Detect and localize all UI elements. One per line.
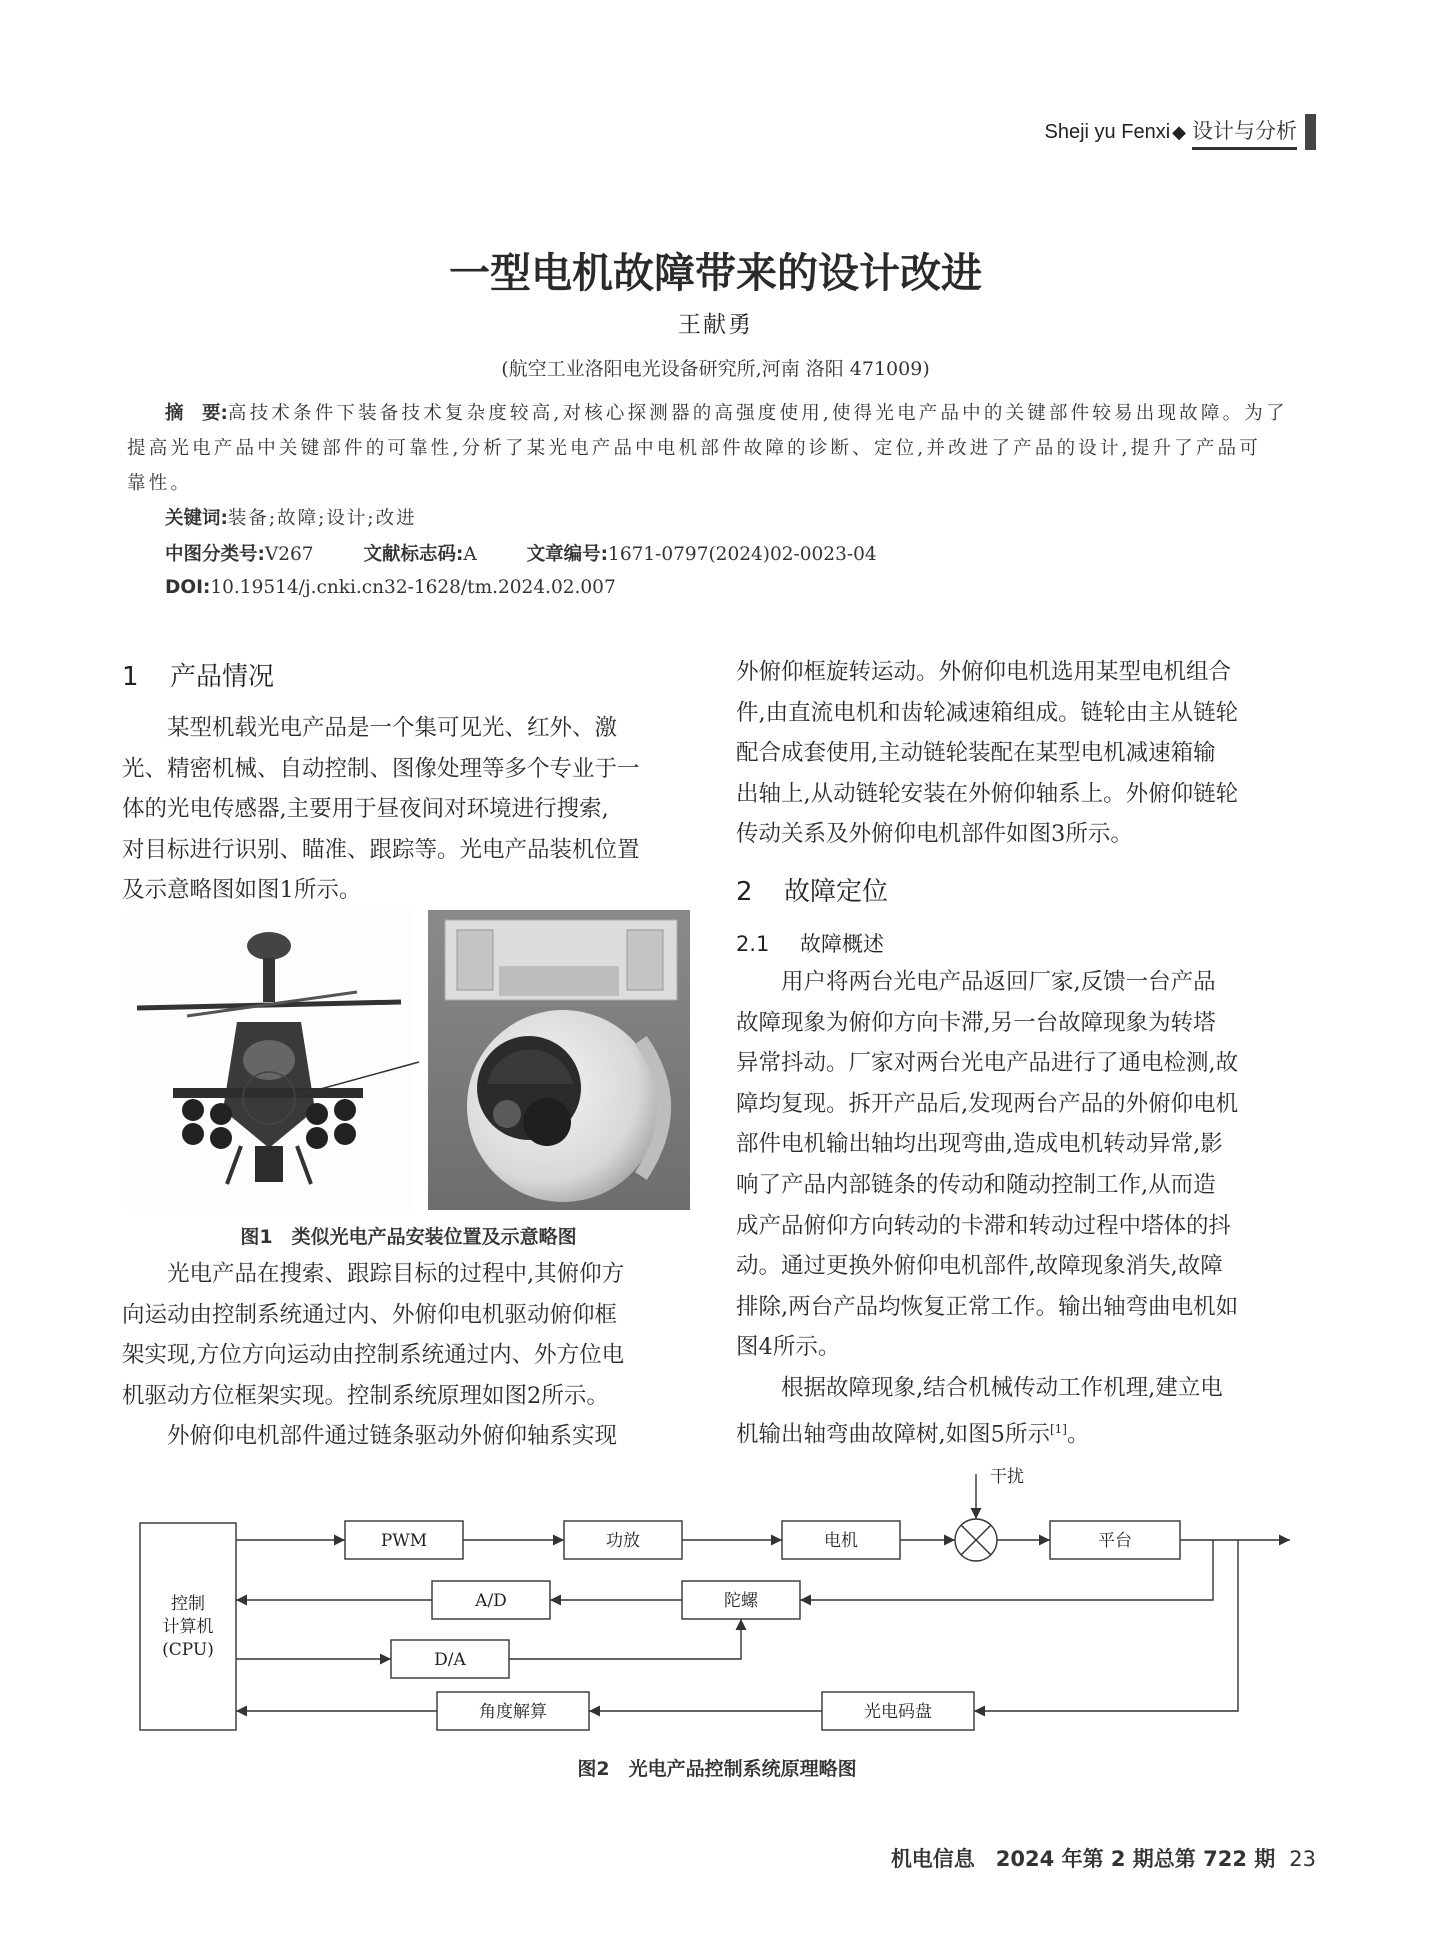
text-line: 件,由直流电机和齿轮减速箱组成。链轮由主从链轮 (736, 699, 1239, 726)
author: 王献勇 (678, 312, 753, 338)
header-bar-icon (1305, 114, 1316, 150)
text-span: 。 (1066, 1421, 1090, 1448)
abstract-line: 靠性。 (127, 473, 193, 494)
paragraph (736, 652, 1308, 855)
paper-title: 一型电机故障带来的设计改进 (449, 249, 982, 297)
text-line: 用户将两台光电产品返回厂家,反馈一台产品 (736, 969, 1216, 995)
angle-calc-label: 角度解算 (479, 1702, 547, 1722)
figure-1-image (127, 910, 690, 1210)
text-line: 根据故障现象,结合机械传动工作机理,建立电 (736, 1374, 1223, 1401)
classification (165, 540, 877, 566)
text-line: 异常抖动。厂家对两台光电产品进行了通电检测,故 (736, 1050, 1239, 1077)
subsection-number: 2.1 (736, 932, 770, 956)
doi (165, 577, 616, 598)
article-no-label: 文章编号: (526, 544, 609, 565)
text-line: 架实现,方位方向运动由控制系统通过内、外方位电 (122, 1342, 625, 1369)
subsection-heading (736, 928, 884, 958)
text-line: 光电产品在搜索、跟踪目标的过程中,其俯仰方 (122, 1261, 625, 1287)
text-line: 机驱动方位框架实现。控制系统原理如图2所示。 (122, 1382, 609, 1409)
text-line: 排除,两台产品均恢复正常工作。输出轴弯曲电机如 (736, 1293, 1239, 1320)
text-line: 故障现象为俯仰方向卡滞,另一台故障现象为转塔 (736, 1009, 1216, 1036)
doi-value: 10.19514/j.cnki.cn32-1628/tm.2024.02.007 (210, 577, 616, 598)
text-line: 向运动由控制系统通过内、外俯仰电机驱动俯仰框 (122, 1301, 618, 1328)
clc-value: V267 (264, 544, 314, 565)
text-line: 障均复现。拆开产品后,发现两台产品的外俯仰电机 (736, 1090, 1239, 1117)
affiliation: (航空工业洛阳电光设备研究所,河南 洛阳 471009) (501, 358, 930, 380)
abstract-label: 摘 要: (165, 403, 228, 424)
diamond-icon: ◆ (1172, 121, 1186, 143)
encoder-label: 光电码盘 (864, 1702, 932, 1722)
text-line: 动。通过更换外俯仰电机部件,故障现象消失,故障 (736, 1253, 1223, 1280)
doi-label: DOI: (165, 577, 211, 598)
figure-2-diagram (127, 1460, 1307, 1740)
text-line: 部件电机输出轴均出现弯曲,造成电机转动异常,影 (736, 1131, 1223, 1158)
gyro-label: 陀螺 (724, 1591, 758, 1611)
motor-label: 电机 (824, 1531, 858, 1551)
doc-code-label: 文献标志码: (363, 544, 464, 565)
cpu-label: (CPU) (162, 1640, 214, 1660)
text-line: 外俯仰电机部件通过链条驱动外俯仰轴系实现 (122, 1423, 618, 1450)
section-number: 2 (736, 877, 753, 907)
cpu-label: 控制 (171, 1594, 205, 1614)
section-title: 产品情况 (170, 662, 275, 692)
journal-column-en: Sheji yu Fenxi (1044, 120, 1171, 143)
subsection-title: 故障概述 (800, 932, 884, 956)
keywords (165, 504, 417, 530)
section-number: 1 (122, 662, 139, 692)
doc-code-value: A (463, 544, 477, 565)
text-line: 出轴上,从动链轮安装在外俯仰轴系上。外俯仰链轮 (736, 780, 1239, 807)
da-label: D/A (434, 1650, 466, 1670)
section-title: 故障定位 (784, 877, 889, 907)
ad-label: A/D (475, 1591, 507, 1611)
page-footer (891, 1843, 1316, 1873)
text-line: 成产品俯仰方向转动的卡滞和转动过程中塔体的抖 (736, 1212, 1232, 1239)
clc-label: 中图分类号: (165, 544, 265, 565)
article-no-value: 1671-0797(2024)02-0023-04 (608, 544, 877, 565)
text-line: 某型机载光电产品是一个集可见光、红外、激 (122, 715, 618, 741)
paragraph (736, 962, 1308, 1449)
journal-issue: 机电信息 2024 年第 2 期总第 722 期 (890, 1847, 1276, 1871)
text-span: 机输出轴弯曲故障树,如图5所示 (736, 1421, 1050, 1448)
amp-label: 功放 (606, 1531, 640, 1551)
keywords-value: 装备;故障;设计;改进 (227, 508, 417, 529)
platform-label: 平台 (1098, 1531, 1132, 1551)
figure-1-caption: 图1 类似光电产品安装位置及示意略图 (240, 1226, 577, 1248)
figure-2-caption: 图2 光电产品控制系统原理略图 (577, 1758, 857, 1780)
text-line: 体的光电传感器,主要用于昼夜间对环境进行搜索, (122, 796, 609, 823)
text-line: 及示意略图如图1所示。 (122, 877, 362, 904)
section-heading (122, 656, 274, 693)
page-number: 23 (1289, 1847, 1316, 1871)
paragraph (122, 1254, 694, 1457)
text-line: 图4所示。 (736, 1334, 841, 1361)
section-heading (736, 871, 888, 908)
abstract-line: 高技术条件下装备技术复杂度较高,对核心探测器的高强度使用,使得光电产品中的关键部件较易出现故障。为了 (227, 403, 1288, 424)
abstract-line: 提高光电产品中关键部件的可靠性,分析了某光电产品中电机部件故障的诊断、定位,并改进了产品的设计,提升了产品可 (127, 438, 1261, 459)
text-line: 对目标进行识别、瞄准、跟踪等。光电产品装机位置 (122, 836, 640, 863)
keywords-label: 关键词: (165, 508, 228, 529)
disturbance-label: 干扰 (990, 1467, 1024, 1487)
pwm-label: PWM (380, 1531, 428, 1551)
text-line: 光、精密机械、自动控制、图像处理等多个专业于一 (122, 755, 640, 782)
journal-column-cn: 设计与分析 (1192, 115, 1297, 150)
text-line: 配合成套使用,主动链轮装配在某型电机减速箱输 (736, 740, 1216, 767)
text-line (736, 1409, 1308, 1450)
running-header (1045, 112, 1316, 152)
cpu-label: 计算机 (162, 1617, 214, 1637)
paragraph (122, 708, 694, 911)
text-line: 响了产品内部链条的传动和随动控制工作,从而造 (736, 1171, 1216, 1198)
text-line: 传动关系及外俯仰电机部件如图3所示。 (736, 821, 1133, 848)
citation-ref: [1] (1049, 1421, 1067, 1436)
text-line: 外俯仰框旋转运动。外俯仰电机选用某型电机组合 (736, 659, 1232, 685)
abstract (127, 396, 1307, 501)
